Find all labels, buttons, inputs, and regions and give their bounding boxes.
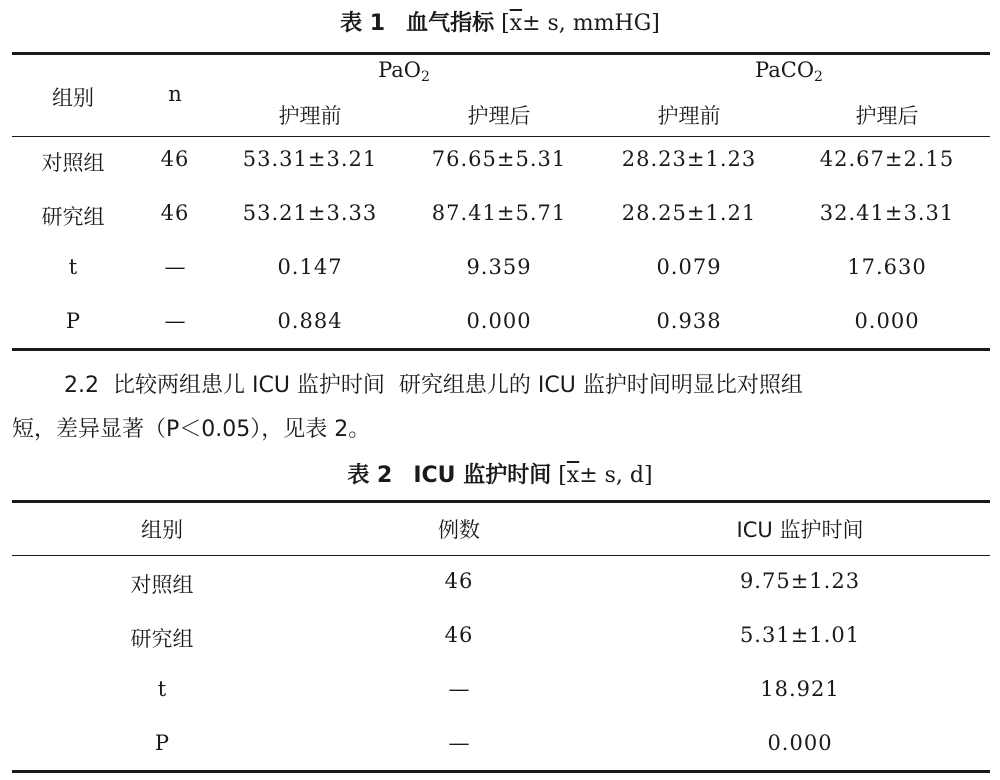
table1-cell: 42.67±2.15 <box>819 147 955 171</box>
table2-row-time: 0.000 <box>767 731 833 755</box>
table1-cell: 0.147 <box>277 255 343 279</box>
table1-caption-lead: 表 1 <box>340 11 386 36</box>
table1-cell: 28.23±1.23 <box>621 147 757 171</box>
table2-bottom-rule <box>12 770 990 773</box>
paragraph-line-2: 短，差异显著（P＜0.05），见表 2。 <box>12 417 371 442</box>
table1-bottom-rule <box>12 348 990 351</box>
table1-caption-unit-open: [ <box>501 11 510 36</box>
table1-row-n: — <box>164 309 186 333</box>
table1-header-paco2-before: 护理前 <box>657 104 721 128</box>
table1-cell: 0.000 <box>466 309 532 333</box>
table2-top-rule <box>12 500 990 503</box>
table1-row-label: P <box>65 309 81 333</box>
table1-header-n: n <box>168 82 182 106</box>
table1-header-paco2 <box>755 58 823 85</box>
table1-header-group: 组别 <box>52 86 94 110</box>
table2-row-time: 9.75±1.23 <box>739 569 861 593</box>
table1-row-n: — <box>164 255 186 279</box>
table2-caption-xbar: $\overline{x}$ <box>566 463 580 488</box>
table1-cell: 53.21±3.33 <box>242 201 378 225</box>
table2-caption-unit: ± s, d] <box>579 463 653 488</box>
table2-row-label: 研究组 <box>130 627 194 651</box>
table1-cell: 87.41±5.71 <box>431 201 567 225</box>
table2-header-time: ICU 监护时间 <box>736 518 864 542</box>
table1-cell: 0.938 <box>656 309 722 333</box>
table2-row-count: 46 <box>444 569 474 593</box>
table2-row-time: 5.31±1.01 <box>739 623 861 647</box>
table1-header-pao2-before: 护理前 <box>278 104 342 128</box>
table1-caption-title: 血气指标 <box>406 11 495 36</box>
table2-row-time: 18.921 <box>760 677 840 701</box>
table2-row-count: 46 <box>444 623 474 647</box>
table2-row-label: 对照组 <box>130 573 194 597</box>
table1-cell: 32.41±3.31 <box>819 201 955 225</box>
table2-header-group: 组别 <box>141 518 183 542</box>
table1-cell: 53.31±3.21 <box>242 147 378 171</box>
paco2-text: PaCO <box>755 58 815 82</box>
table1-row-n: 46 <box>160 147 190 171</box>
table1-caption-xbar: $\overline{x}$ <box>509 11 523 36</box>
table2-row-label: P <box>154 731 170 755</box>
table1-cell: 0.079 <box>656 255 722 279</box>
table2-row-label: t <box>157 677 167 701</box>
table2-header-count: 例数 <box>438 518 480 542</box>
table1-cell: 0.884 <box>277 309 343 333</box>
pao2-sub: 2 <box>421 69 430 85</box>
table1-row-label: t <box>68 255 78 279</box>
table1-row-label: 对照组 <box>41 151 105 175</box>
pao2-text: PaO <box>378 58 422 82</box>
table1-caption-unit: ± s, mmHG] <box>522 11 660 36</box>
table2-row-count: — <box>448 677 470 701</box>
table1-caption <box>0 6 1000 37</box>
table2-caption-title: ICU 监护时间 <box>413 463 552 488</box>
table1-cell: 28.25±1.21 <box>621 201 757 225</box>
table1-header-pao2 <box>378 58 430 85</box>
table1-top-rule <box>12 52 990 55</box>
table1-cell: 17.630 <box>847 255 927 279</box>
paragraph-line-1: 2.2 比较两组患儿 ICU 监护时间 研究组患儿的 ICU 监护时间明显比对照组 <box>64 373 803 398</box>
table1-cell: 76.65±5.31 <box>431 147 567 171</box>
table2-caption-lead: 表 2 <box>347 463 393 488</box>
table2-caption <box>0 458 1000 489</box>
table1-header-pao2-after: 护理后 <box>467 104 531 128</box>
table1-row-n: 46 <box>160 201 190 225</box>
table1-cell: 9.359 <box>466 255 532 279</box>
table1-header-rule <box>12 136 990 137</box>
paco2-sub: 2 <box>814 69 823 85</box>
table2-caption-unit-open: [ <box>558 463 567 488</box>
table1-row-label: 研究组 <box>41 205 105 229</box>
table2-header-rule <box>12 555 990 556</box>
table1-header-paco2-after: 护理后 <box>855 104 919 128</box>
table2-row-count: — <box>448 731 470 755</box>
table1-cell: 0.000 <box>854 309 920 333</box>
